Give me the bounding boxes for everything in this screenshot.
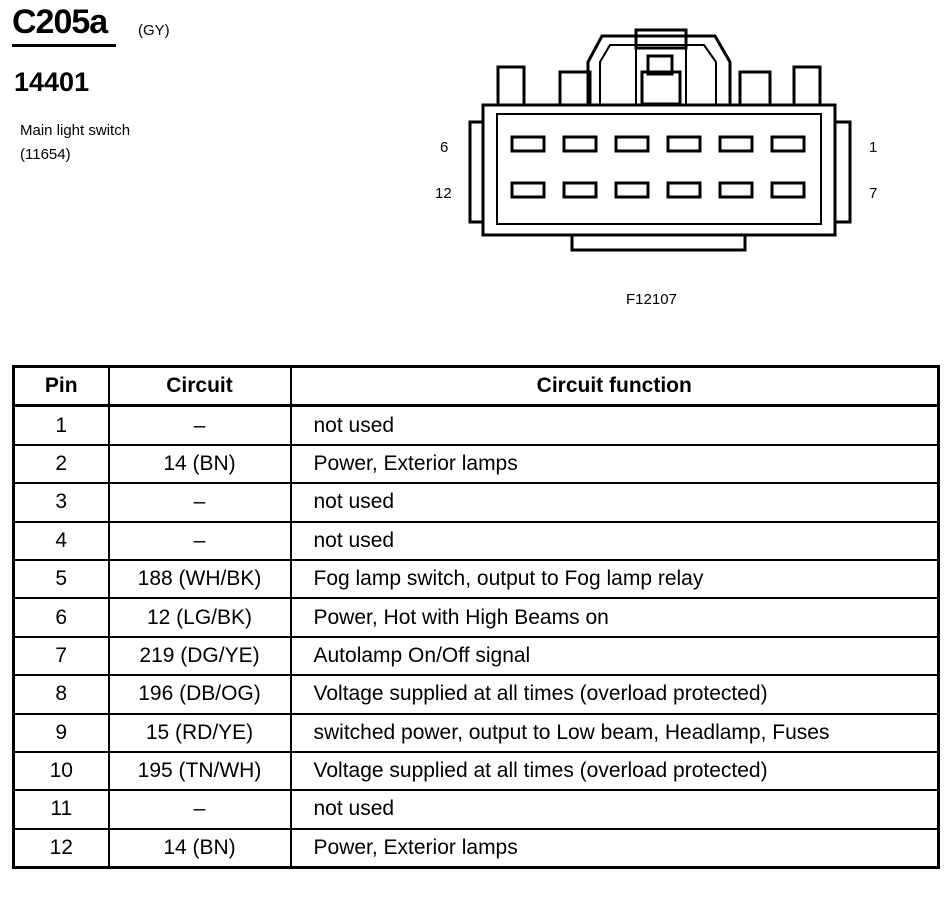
pin-cavities bbox=[512, 137, 804, 197]
function-cell: Power, Exterior lamps bbox=[291, 445, 939, 483]
table-row bbox=[14, 675, 939, 713]
table-row bbox=[14, 637, 939, 675]
table-row bbox=[14, 483, 939, 521]
function-cell: Power, Exterior lamps bbox=[291, 829, 939, 868]
connector-id: C205a bbox=[12, 3, 108, 41]
table-row bbox=[14, 598, 939, 636]
table-row bbox=[14, 714, 939, 752]
part-number: 14401 bbox=[14, 67, 90, 97]
pin-table bbox=[12, 365, 940, 869]
pin-cell: 2 bbox=[14, 445, 109, 483]
circuit-cell: 188 (WH/BK) bbox=[109, 560, 291, 598]
pin-cell: 4 bbox=[14, 522, 109, 560]
table-row bbox=[14, 752, 939, 790]
circuit-cell: 12 (LG/BK) bbox=[109, 598, 291, 636]
table-row bbox=[14, 406, 939, 445]
pin-label-bottom-left: 12 bbox=[435, 185, 452, 202]
circuit-cell: – bbox=[109, 790, 291, 828]
pin-cell: 8 bbox=[14, 675, 109, 713]
function-cell: not used bbox=[291, 790, 939, 828]
header-circuit-function: Circuit function bbox=[291, 367, 939, 406]
table-row bbox=[14, 522, 939, 560]
component-part-code: (11654) bbox=[20, 146, 71, 163]
circuit-cell: 195 (TN/WH) bbox=[109, 752, 291, 790]
pin-cell: 10 bbox=[14, 752, 109, 790]
function-cell: not used bbox=[291, 406, 939, 445]
function-cell: Fog lamp switch, output to Fog lamp relay bbox=[291, 560, 939, 598]
circuit-cell: 14 (BN) bbox=[109, 829, 291, 868]
pin-cell: 3 bbox=[14, 483, 109, 521]
pin-cell: 12 bbox=[14, 829, 109, 868]
pin-cell: 5 bbox=[14, 560, 109, 598]
circuit-cell: – bbox=[109, 483, 291, 521]
function-cell: switched power, output to Low beam, Headlamp, Fuses bbox=[291, 714, 939, 752]
component-description: Main light switch bbox=[20, 122, 131, 139]
pin-cell: 9 bbox=[14, 714, 109, 752]
pin-label-top-right: 1 bbox=[869, 139, 878, 156]
function-cell: not used bbox=[291, 483, 939, 521]
circuit-cell: – bbox=[109, 406, 291, 445]
function-cell: Voltage supplied at all times (overload protected) bbox=[291, 675, 939, 713]
table-row bbox=[14, 790, 939, 828]
circuit-cell: 196 (DB/OG) bbox=[109, 675, 291, 713]
function-cell: Autolamp On/Off signal bbox=[291, 637, 939, 675]
connector-face-diagram bbox=[420, 20, 900, 320]
table-row bbox=[14, 445, 939, 483]
header-circuit: Circuit bbox=[109, 367, 291, 406]
circuit-cell: 15 (RD/YE) bbox=[109, 714, 291, 752]
table-row bbox=[14, 829, 939, 868]
circuit-cell: – bbox=[109, 522, 291, 560]
table-header-row bbox=[14, 367, 939, 406]
connector-color: (GY) bbox=[138, 22, 170, 39]
pin-cell: 1 bbox=[14, 406, 109, 445]
connector-housing bbox=[470, 30, 850, 250]
function-cell: Power, Hot with High Beams on bbox=[291, 598, 939, 636]
header-pin: Pin bbox=[14, 367, 109, 406]
circuit-cell: 219 (DG/YE) bbox=[109, 637, 291, 675]
circuit-cell: 14 (BN) bbox=[109, 445, 291, 483]
function-cell: not used bbox=[291, 522, 939, 560]
figure-code: F12107 bbox=[626, 291, 677, 308]
pin-cell: 6 bbox=[14, 598, 109, 636]
function-cell: Voltage supplied at all times (overload protected) bbox=[291, 752, 939, 790]
pin-cell: 7 bbox=[14, 637, 109, 675]
pin-cell: 11 bbox=[14, 790, 109, 828]
pin-label-top-left: 6 bbox=[440, 139, 449, 156]
table-row bbox=[14, 560, 939, 598]
pin-label-bottom-right: 7 bbox=[869, 185, 878, 202]
connector-id-underline bbox=[12, 44, 116, 47]
